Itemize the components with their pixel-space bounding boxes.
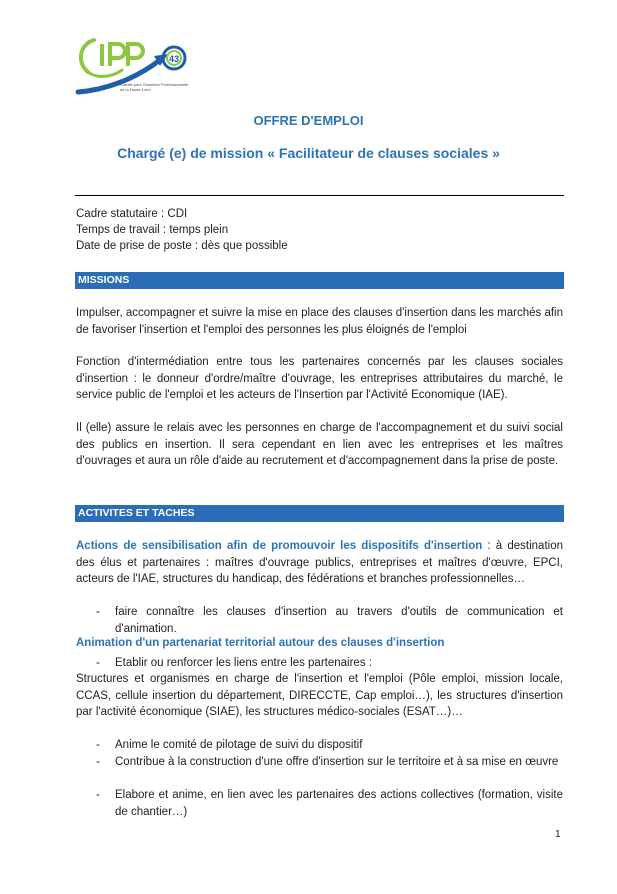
missions-paragraph-1: Impulser, accompagner et suivre la mise en place des clauses d'insertion dans les marchés afin de favoriser l'insertion et l'emploi des personnes les plus éloignés de l'emploi bbox=[76, 307, 563, 336]
logo-tagline: Comité pour l'Insertion Professionnelle de la Haute-Loire bbox=[120, 82, 189, 92]
meta-start-date: Date de prise de poste : dès que possible bbox=[76, 240, 288, 252]
section-heading-activites: ACTIVITES ET TACHES bbox=[75, 505, 564, 522]
section-heading-missions: MISSIONS bbox=[75, 272, 564, 289]
bullet-text: Elabore et anime, en lien avec les partenaires des actions collectives (formation, visite de chantier…) bbox=[115, 789, 563, 818]
job-subtitle: Chargé (e) de mission « Facilitateur de clauses sociales » bbox=[117, 145, 500, 161]
list-item bbox=[96, 655, 563, 672]
bullet-dash: - bbox=[96, 606, 100, 618]
logo-graphic bbox=[74, 32, 194, 104]
bullet-dash: - bbox=[96, 756, 100, 768]
bullet-dash: - bbox=[96, 789, 100, 801]
bullet-text: Anime le comité de pilotage de suivi du dispositif bbox=[115, 739, 363, 751]
bullet-text: Contribue à la construction d'une offre d'insertion sur le territoire et à sa mise en œuvre bbox=[115, 756, 559, 768]
meta-worktime: Temps de travail : temps plein bbox=[76, 224, 229, 236]
page-title: OFFRE D'EMPLOI bbox=[253, 113, 364, 128]
animation-heading: Animation d'un partenariat territorial autour des clauses d'insertion bbox=[76, 637, 445, 649]
missions-paragraph-3: Il (elle) assure le relais avec les personnes en charge de l'accompagnement et du suivi social des publics en insertion. Il sera cependant en lien avec les entreprises et les maîtres d'ouvrages et aura un rôle d'aide au recrutement et d'accompagnement dans la prise de poste. bbox=[76, 422, 563, 467]
sensibilisation-label: Actions de sensibilisation afin de promouvoir les dispositifs d'insertion bbox=[76, 540, 483, 552]
bullet-text: faire connaître les clauses d'insertion au travers d'outils de communication et d'animation. bbox=[115, 606, 563, 635]
header-divider bbox=[75, 195, 564, 196]
page-number: 1 bbox=[555, 829, 561, 840]
cipp-logo bbox=[74, 32, 194, 104]
list-item bbox=[96, 604, 563, 637]
list-item bbox=[96, 754, 563, 771]
structures-paragraph: Structures et organismes en charge de l'insertion et l'emploi (Pôle emploi, mission locale, CCAS, cellule insertion du département, DIRECCTE, Cap emploi…), les structures d'insertion par l'activité économique (SIAE), les structures médico-sociales (ESAT…)… bbox=[76, 673, 563, 718]
meta-contract: Cadre statutaire : CDI bbox=[76, 208, 188, 220]
bullet-dash: - bbox=[96, 739, 100, 751]
sensibilisation-paragraph bbox=[76, 538, 563, 588]
list-item bbox=[96, 787, 563, 820]
missions-paragraph-2: Fonction d'intermédiation entre tous les partenaires concernés par les clauses sociales d'insertion : le donneur d'ordre/maître d'ouvrage, les entreprises attributaires du marché, le service public de l'emploi et les acteurs de l'Insertion par l'Activité Economique (IAE). bbox=[76, 356, 563, 401]
logo-badge-number: 43 bbox=[169, 54, 180, 64]
sensibilisation-text: : à destination des élus et partenaires : maîtres d'ouvrage publics, entreprises et maîtres d'œuvre, EPCI, acteurs de l'IAE, structures du handicap, des fédérations et branches professionnelles… bbox=[76, 540, 563, 585]
bullet-text: Etablir ou renforcer les liens entre les partenaires : bbox=[115, 657, 372, 669]
list-item bbox=[96, 737, 563, 754]
bullet-dash: - bbox=[96, 657, 100, 669]
